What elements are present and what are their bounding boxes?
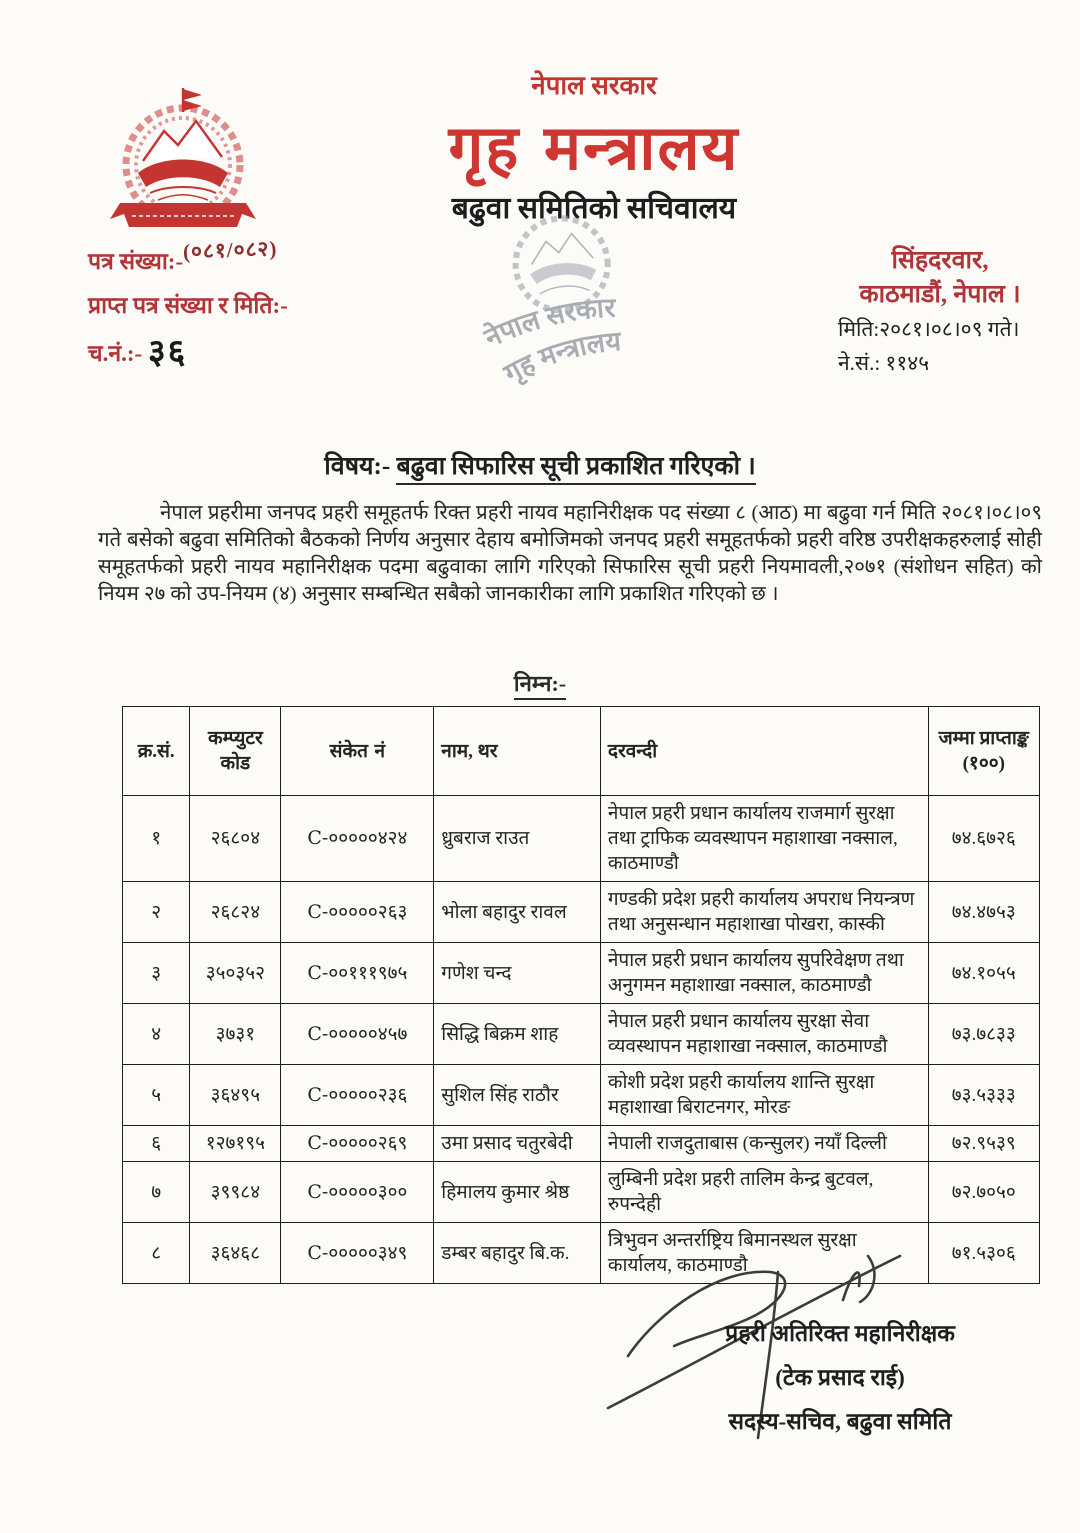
table-row <box>123 1223 1040 1284</box>
cell-symbol: C-०००००४२४ <box>281 796 434 882</box>
cell-score: ७१.५३०६ <box>928 1223 1039 1284</box>
cell-score: ७४.६७२६ <box>928 796 1039 882</box>
cell-name: गणेश चन्द <box>434 943 601 1004</box>
date-line: मिति:२०८१।०८।०९ गते। <box>838 317 1020 341</box>
signatory-name: (टेक प्रसाद राई) <box>775 1365 905 1390</box>
address-line2: काठमाडौं, नेपाल । <box>859 281 1021 308</box>
cell-code: २६८२४ <box>190 882 281 943</box>
header-posting: दरवन्दी <box>600 707 928 796</box>
cell-score: ७४.४७५३ <box>928 882 1039 943</box>
subject-line <box>0 448 1080 482</box>
cell-position: लुम्बिनी प्रदेश प्रहरी तालिम केन्द्र बुटवल, रुपन्देही <box>600 1162 928 1223</box>
table-row <box>123 943 1040 1004</box>
cell-position: नेपाल प्रहरी प्रधान कार्यालय सुरक्षा सेवा व्यवस्थापन महाशाखा नक्साल, काठमाण्डौ <box>600 1004 928 1065</box>
ref-number-label: च.नं.:- <box>88 341 143 366</box>
cell-symbol: C-०००००२३६ <box>281 1065 434 1126</box>
signatory-title: प्रहरी अतिरिक्त महानिरीक्षक <box>725 1321 955 1346</box>
table-row <box>123 1162 1040 1223</box>
cell-position: नेपाली राजदुताबास (कन्सुलर) नयाँ दिल्ली <box>600 1126 928 1162</box>
table-row <box>123 882 1040 943</box>
cell-name: सिद्धि बिक्रम शाह <box>434 1004 601 1065</box>
meta-left-block <box>88 236 288 376</box>
received-letter-line: प्राप्त पत्र संख्या र मिति:- <box>88 293 288 318</box>
cell-sn: २ <box>123 882 190 943</box>
letter-number-label: पत्र संख्या:- <box>88 249 184 274</box>
signature-block <box>650 1312 1030 1444</box>
letter-number-value: (०८१/०८२) <box>182 236 278 264</box>
cell-sn: ३ <box>123 943 190 1004</box>
ministry-title: गृह मन्त्रालय <box>448 111 740 184</box>
cell-symbol: C-०००००४५७ <box>281 1004 434 1065</box>
svg-text:गृह मन्त्रालय <box>496 326 625 392</box>
table-row <box>123 1004 1040 1065</box>
ref-number-line <box>88 328 288 376</box>
header-total-score: जम्मा प्राप्ताङ्क (१००) <box>928 707 1039 796</box>
cell-code: ३५०३५२ <box>190 943 281 1004</box>
table-header-row <box>123 707 1040 796</box>
cell-position: नेपाल प्रहरी प्रधान कार्यालय राजमार्ग सुरक्षा तथा ट्राफिक व्यवस्थापन महाशाखा नक्साल, काठमाण्डौ <box>600 796 928 882</box>
cell-sn: १ <box>123 796 190 882</box>
secretariat-title: बढुवा समितिको सचिवालय <box>451 192 737 225</box>
government-title: नेपाल सरकार <box>531 71 657 100</box>
cell-sn: ७ <box>123 1162 190 1223</box>
cell-symbol: C-०००००३०० <box>281 1162 434 1223</box>
cell-position: नेपाल प्रहरी प्रधान कार्यालय सुपरिवेक्षण तथा अनुगमन महाशाखा नक्साल, काठमाण्डौ <box>600 943 928 1004</box>
cell-symbol: C-०००००३४९ <box>281 1223 434 1284</box>
address-line1: सिंहदरवार, <box>891 247 989 274</box>
stamp-text-line1: नेपाल सरकार <box>479 292 616 354</box>
cell-sn: ४ <box>123 1004 190 1065</box>
meta-right-block <box>820 244 1060 380</box>
cell-score: ७३.७८३३ <box>928 1004 1039 1065</box>
signatory-role: सदस्य-सचिव, बढुवा समिति <box>728 1409 952 1434</box>
cell-code: ३६४९५ <box>190 1065 281 1126</box>
cell-name: उमा प्रसाद चतुरबेदी <box>434 1126 601 1162</box>
cell-position: गण्डकी प्रदेश प्रहरी कार्यालय अपराध नियन्त्रण तथा अनुसन्धान महाशाखा पोखरा, कास्की <box>600 882 928 943</box>
cell-sn: ६ <box>123 1126 190 1162</box>
table-body <box>123 796 1040 1284</box>
cell-score: ७२.९५३९ <box>928 1126 1039 1162</box>
body-paragraph: नेपाल प्रहरीमा जनपद प्रहरी समूहतर्फ रिक्त प्रहरी नायव महानिरीक्षक पद संख्या ८ (आठ) मा बढुवा गर्न मिति २०८१।०८।०९ गते बसेको बढुवा समितिको बैठकको निर्णय अनुसार देहाय बमोजिमको जनपद प्रहरी समूहतर्फको प्रहरी वरिष्ठ उपरीक्षकहरुलाई सोही समूहतर्फको प्रहरी नायव महानिरीक्षक पदमा बढुवाका लागि गरिएको सिफारिस सूची प्रहरी नियमावली,२०७१ (संशोधन सहित) को नियम २७ को उप-नियम (४) अनुसार सम्बन्धित सबैको जानकारीका लागि प्रकाशित गरिएको छ । <box>98 502 1042 605</box>
header-computer-code: कम्प्युटर कोड <box>190 707 281 796</box>
cell-name: ध्रुबराज राउत <box>434 796 601 882</box>
cell-score: ७४.१०५५ <box>928 943 1039 1004</box>
cell-name: भोला बहादुर रावल <box>434 882 601 943</box>
cell-code: ३७३१ <box>190 1004 281 1065</box>
subject-label: विषय:- <box>324 453 391 480</box>
svg-text:नेपाल सरकार <box>477 292 620 355</box>
cell-position: कोशी प्रदेश प्रहरी कार्यालय शान्ति सुरक्षा महाशाखा बिराटनगर, मोरङ <box>600 1065 928 1126</box>
cell-code: ३९९८४ <box>190 1162 281 1223</box>
table-row <box>123 1065 1040 1126</box>
cell-code: ३६४६८ <box>190 1223 281 1284</box>
cell-symbol: C-००१११९७५ <box>281 943 434 1004</box>
cell-position: त्रिभुवन अन्तर्राष्ट्रिय बिमानस्थल सुरक्षा कार्यालय, काठमाण्डौ <box>600 1223 928 1284</box>
cell-name: डम्बर बहादुर बि.क. <box>434 1223 601 1284</box>
nepal-sambat-line: ने.सं.: ११४५ <box>838 351 930 375</box>
ref-number-value: ३६ <box>147 332 188 372</box>
header-name: नाम, थर <box>434 707 601 796</box>
table-row <box>123 796 1040 882</box>
cell-code: १२७१९५ <box>190 1126 281 1162</box>
table-row <box>123 1126 1040 1162</box>
letter-number-line <box>88 236 288 284</box>
cell-score: ७३.५३३३ <box>928 1065 1039 1126</box>
cell-sn: ५ <box>123 1065 190 1126</box>
header-serial: क्र.सं. <box>123 707 190 796</box>
promotion-table-wrap <box>122 706 1040 1284</box>
stamp-text-line2: गृह मन्त्रालय <box>499 325 623 389</box>
cell-score: ७२.७०५० <box>928 1162 1039 1223</box>
cell-code: २६८०४ <box>190 796 281 882</box>
cell-sn: ८ <box>123 1223 190 1284</box>
cell-name: सुशिल सिंह राठौर <box>434 1065 601 1126</box>
cell-symbol: C-०००००२६३ <box>281 882 434 943</box>
cell-symbol: C-०००००२६९ <box>281 1126 434 1162</box>
subject-text: बढुवा सिफारिस सूची प्रकाशित गरिएको । <box>396 453 755 485</box>
header-symbol-number: संकेत नं <box>281 707 434 796</box>
list-intro: निम्न:- <box>0 668 1080 698</box>
promotion-table <box>122 706 1040 1284</box>
cell-name: हिमालय कुमार श्रेष्ठ <box>434 1162 601 1223</box>
